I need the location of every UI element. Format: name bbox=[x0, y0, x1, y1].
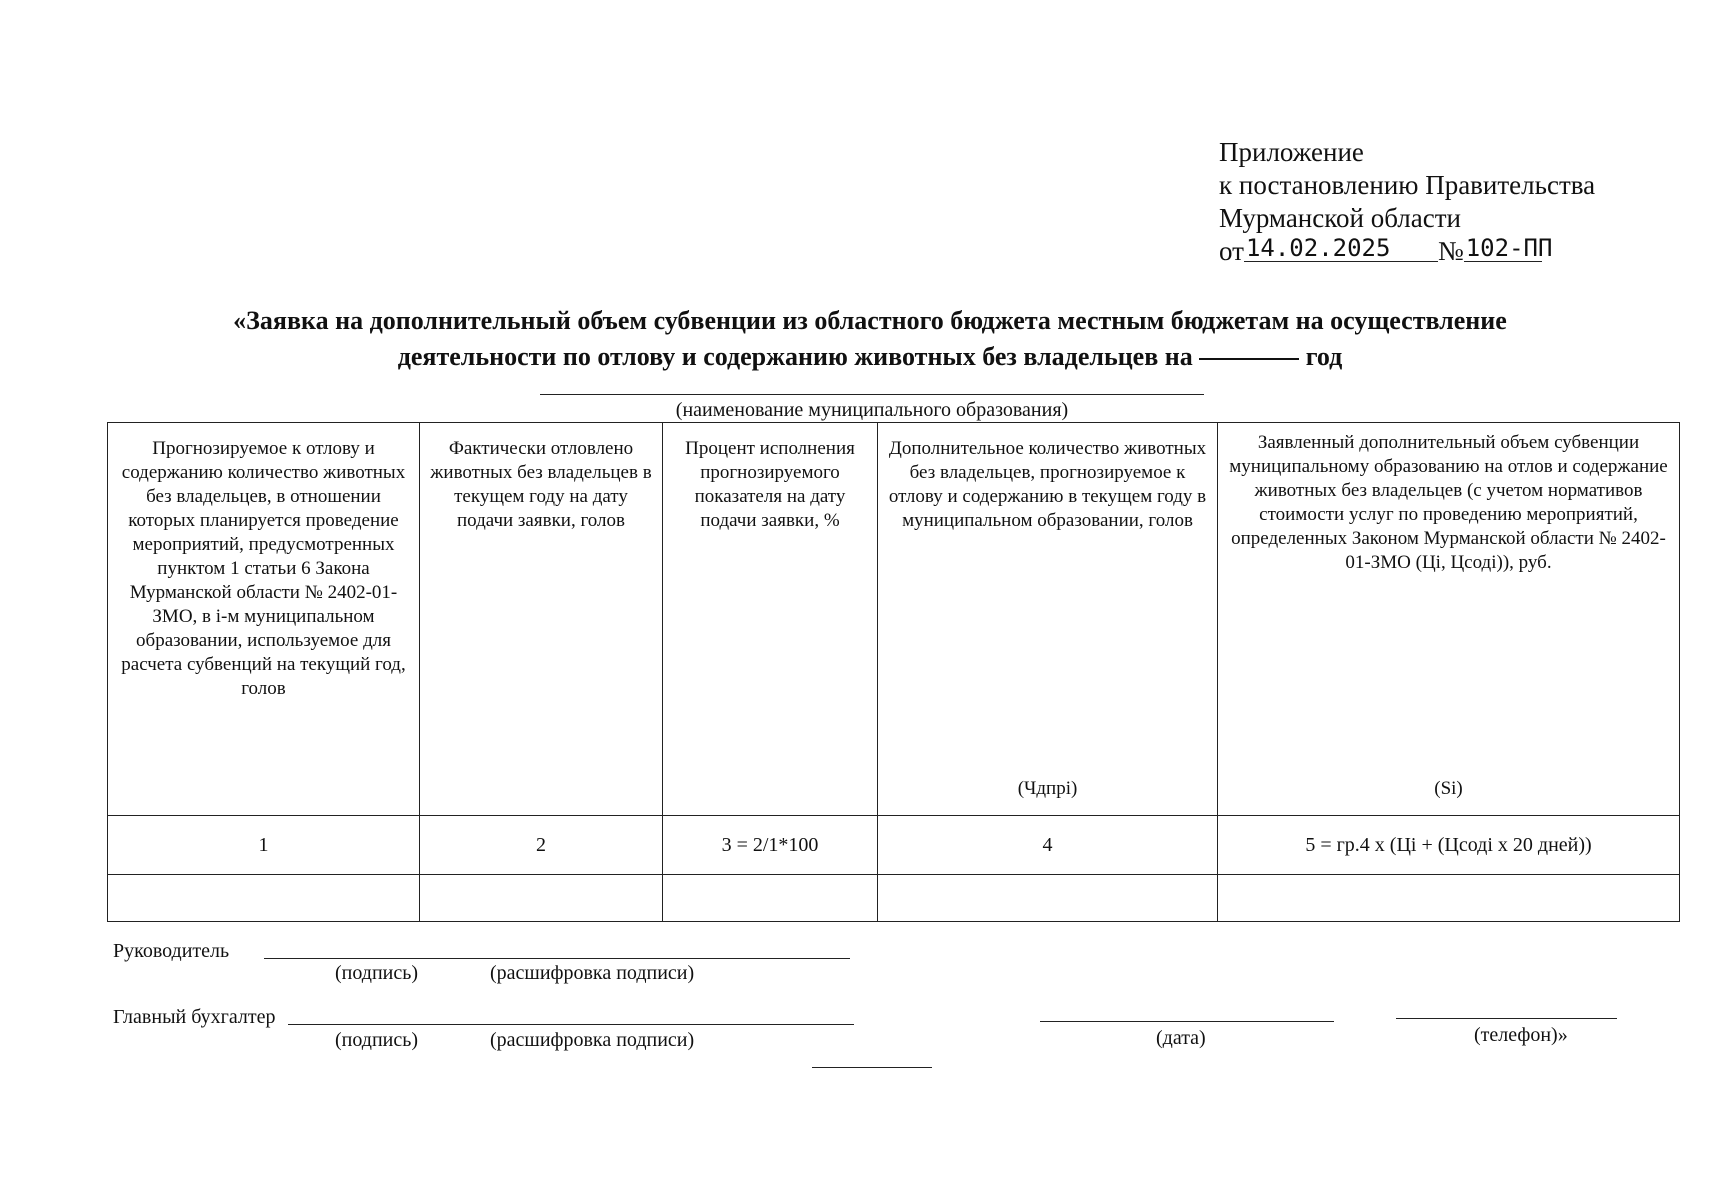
accountant-label: Главный бухгалтер bbox=[113, 1006, 276, 1028]
document-title bbox=[120, 303, 1620, 375]
head-signature-field[interactable] bbox=[264, 958, 850, 959]
data-entry-cell[interactable] bbox=[1218, 875, 1680, 922]
data-entry-cell[interactable] bbox=[663, 875, 878, 922]
column-number: 4 bbox=[878, 816, 1218, 875]
data-entry-cell[interactable] bbox=[420, 875, 663, 922]
header-cell-percent bbox=[663, 423, 878, 816]
header-cell-subvention-amount bbox=[1218, 423, 1680, 816]
title-line-2-year-word: год bbox=[1305, 342, 1343, 371]
appendix-block bbox=[1219, 136, 1595, 268]
application-table bbox=[107, 422, 1680, 922]
table-header-row bbox=[108, 423, 1680, 816]
header-text: Заявленный дополнительный объем субвенции муниципальному образованию на отлов и содержание животных без владельцев (с учетом нормативов стоимости услуг по проведению мероприятий, определенных Законом Мурманской области № 2402-01-ЗМО (Ці, Цсоді)), руб. bbox=[1229, 432, 1668, 573]
municipality-name-field[interactable] bbox=[540, 394, 1204, 395]
head-signature-caption: (подпись) bbox=[335, 962, 419, 984]
head-decoding-caption: (расшифровка подписи) bbox=[490, 962, 695, 984]
accountant-decoding-caption: (расшифровка подписи) bbox=[490, 1029, 695, 1051]
phone-field[interactable] bbox=[1396, 1018, 1617, 1019]
data-entry-cell[interactable] bbox=[108, 875, 420, 922]
appendix-title: Приложение bbox=[1219, 137, 1364, 167]
phone-caption: (телефон)» bbox=[1474, 1024, 1568, 1046]
header-text: Фактически отловлено животных без владельцев в текущем году на дату подачи заявки, голов bbox=[430, 438, 652, 531]
accountant-signature-caption: (подпись) bbox=[335, 1029, 419, 1051]
title-line-1: «Заявка на дополнительный объем субвенции из областного бюджета местным бюджетам на осуществление bbox=[233, 306, 1507, 335]
number-prefix: № bbox=[1437, 236, 1464, 266]
header-text: Прогнозируемое к отлову и содержанию количество животных без владельцев, в отношении которых планируется проведение мероприятий, предусмотренных пунктом 1 статьи 6 Закона Мурманской области № 2402-01-ЗМО, в i-м муниципальном образовании, используемое для расчета субвенций на текущий год, голов bbox=[121, 438, 406, 699]
header-cell-additional-count bbox=[878, 423, 1218, 816]
header-cell-caught bbox=[420, 423, 663, 816]
appendix-region: Мурманской области bbox=[1219, 203, 1461, 233]
municipality-caption: (наименование муниципального образования) bbox=[675, 399, 1069, 421]
header-text: Процент исполнения прогнозируемого показателя на дату подачи заявки, % bbox=[685, 438, 855, 531]
column-number: 3 = 2/1*100 bbox=[663, 816, 878, 875]
head-label: Руководитель bbox=[113, 940, 230, 962]
data-entry-row bbox=[108, 875, 1680, 922]
column-number: 5 = гр.4 х (Ці + (Цсоді х 20 дней)) bbox=[1218, 816, 1680, 875]
header-text: Дополнительное количество животных без владельцев, прогнозируемое к отлову и содержанию в текущем году в муниципальном образовании, голов bbox=[888, 438, 1207, 531]
accountant-signature-field[interactable] bbox=[288, 1024, 854, 1025]
date-caption: (дата) bbox=[1156, 1027, 1206, 1049]
column-number-row bbox=[108, 816, 1680, 875]
header-symbol: (Si) bbox=[1434, 778, 1463, 799]
appendix-reference: к постановлению Правительства bbox=[1219, 170, 1596, 200]
column-number: 2 bbox=[420, 816, 663, 875]
approval-number: 102-ПП bbox=[1465, 234, 1553, 262]
closing-separator bbox=[812, 1067, 932, 1068]
date-prefix: от bbox=[1219, 236, 1244, 266]
year-blank-field[interactable] bbox=[1199, 358, 1299, 360]
approval-details bbox=[1219, 235, 1595, 268]
header-cell-forecast bbox=[108, 423, 420, 816]
title-line-2 bbox=[120, 339, 1620, 375]
approval-date: 14.02.2025 bbox=[1244, 235, 1438, 262]
date-field[interactable] bbox=[1040, 1021, 1334, 1022]
title-line-2-text: деятельности по отлову и содержанию животных без владельцев на bbox=[397, 342, 1193, 371]
data-entry-cell[interactable] bbox=[878, 875, 1218, 922]
header-symbol: (Чдпрі) bbox=[1017, 778, 1078, 799]
column-number: 1 bbox=[108, 816, 420, 875]
